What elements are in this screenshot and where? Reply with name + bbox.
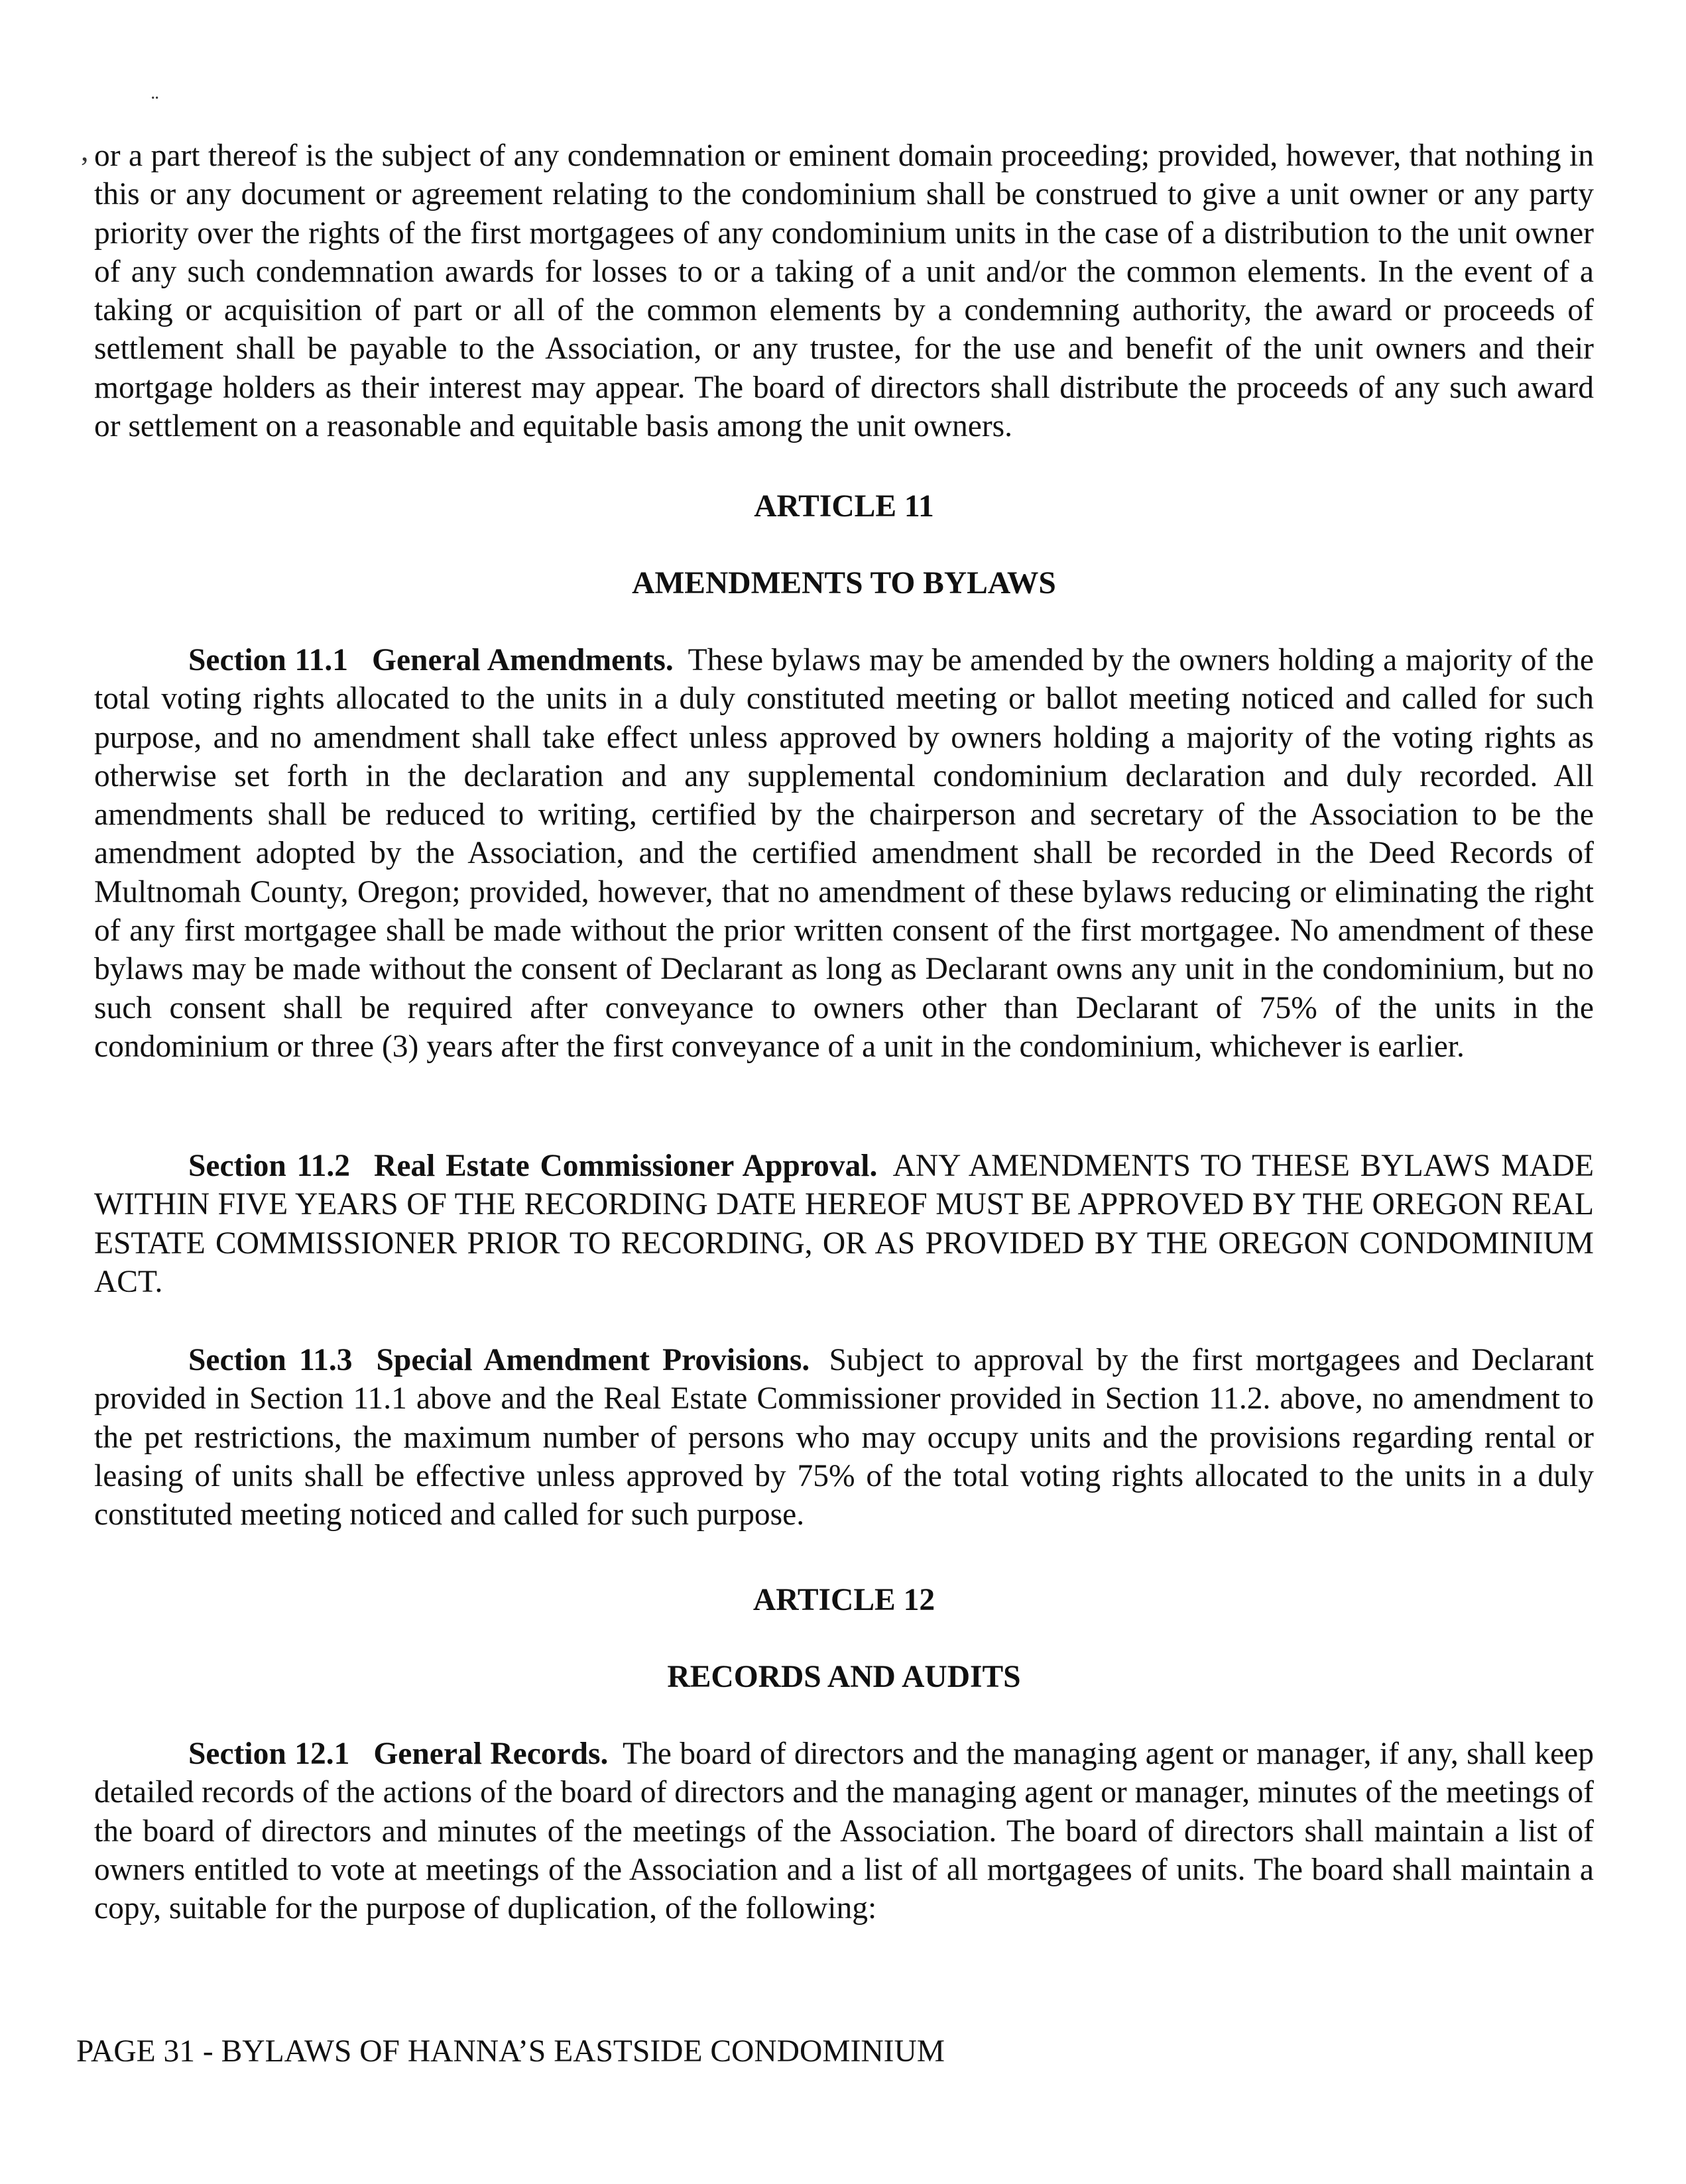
article-12-heading: ARTICLE 12 xyxy=(753,1583,935,1617)
section-11-2-number: Section 11.2 xyxy=(188,1149,351,1183)
section-11-3-paragraph xyxy=(94,1341,1594,1534)
article-11-title: AMENDMENTS TO BYLAWS xyxy=(632,566,1056,601)
section-11-2-paragraph xyxy=(94,1147,1594,1301)
section-12-1-title: General Records. xyxy=(373,1737,609,1771)
section-11-1-paragraph xyxy=(94,641,1594,1066)
section-11-1-number: Section 11.1 xyxy=(188,643,349,677)
section-12-1-paragraph xyxy=(94,1735,1594,1927)
intro-paragraph: or a part thereof is the subject of any condemnation or eminent domain proceeding; provided, however, that nothing in this or any document or agreement relating to the condominium shall be construed to give a unit owner or any party priority over the rights of the first mortgagees of any condominium units in the case of a distribution to the unit owner of any such condemnation awards for losses to or a taking of a unit and/or the common elements. In the event of a taking or acquisition of part or all of the common elements by a condemning authority, the award or proceeds of settlement shall be payable to the Association, or any trustee, for the use and benefit of the unit owners and their mortgage holders as their interest may appear. The board of directors shall distribute the proceeds of any such award or settlement on a reasonable and equitable basis among the unit owners. xyxy=(94,139,1594,444)
section-12-1-text: The board of directors and the managing agent or manager, if any, shall keep detailed records of the actions of the board of directors and the managing agent or manager, minutes of the meetings of the board of directors and minutes of the meetings of the Association. The board of directors shall maintain a list of owners entitled to vote at meetings of the Association and a list of all mortgagees of units. The board shall maintain a copy, suitable for the purpose of duplication, of the following: xyxy=(94,1737,1594,1926)
section-12-1-number: Section 12.1 xyxy=(188,1737,350,1771)
section-11-3-text: Subject to approval by the first mortgagees and Declarant provided in Section 11.1 above and the Real Estate Commissioner provided in Section 11.2. above, no amendment to the pet restrictions, the maximum number of persons who may occupy units and the provisions regarding rental or leasing of units shall be effective unless approved by 75% of the total voting rights allocated to the units in a duly constituted meeting noticed and called for such purpose. xyxy=(94,1343,1595,1532)
article-11-heading: ARTICLE 11 xyxy=(754,489,934,524)
section-11-3-number: Section 11.3 xyxy=(188,1343,353,1377)
section-11-1-text: These bylaws may be amended by the owners holding a majority of the total voting rights allocated to the units in a duly constituted meeting or ballot meeting noticed and called for such purpose, and no amendment shall take effect unless approved by owners holding a majority of the voting rights as otherwise set forth in the declaration and any supplemental condominium declaration and duly recorded. All amendments shall be reduced to writing, certified by the chairperson and secretary of the Association to be the amendment adopted by the Association, and the certified amendment shall be recorded in the Deed Records of Multnomah County, Oregon; provided, however, that no amendment of these bylaws reducing or eliminating the right of any first mortgagee shall be made without the prior written consent of the first mortgagee. No amendment of these bylaws may be made without the consent of Declarant as long as Declarant owns any unit in the condominium, but no such consent shall be required after conveyance to owners other than Declarant of 75% of the units in the condominium or three (3) years after the first conveyance of a unit in the condominium, whichever is earlier. xyxy=(94,643,1594,1064)
page-footer: PAGE 31 - BYLAWS OF HANNA’S EASTSIDE CONDOMINIUM xyxy=(76,2034,945,2069)
section-11-3-title: Special Amendment Provisions. xyxy=(376,1343,810,1377)
section-11-2-title: Real Estate Commissioner Approval. xyxy=(374,1149,878,1183)
article-12-title: RECORDS AND AUDITS xyxy=(667,1660,1021,1694)
section-11-2-text: ANY AMENDMENTS TO THESE BYLAWS MADE WITHIN FIVE YEARS OF THE RECORDING DATE HEREOF MUST BE APPROVED BY THE OREGON REAL ESTATE COMMISSIONER PRIOR TO RECORDING, OR AS PROVIDED BY THE OREGON CONDOMINIUM ACT. xyxy=(94,1149,1595,1299)
section-11-1-title: General Amendments. xyxy=(372,643,674,677)
scan-artifact-mark: ¨ xyxy=(151,91,159,116)
margin-artifact-mark: , xyxy=(81,133,89,167)
